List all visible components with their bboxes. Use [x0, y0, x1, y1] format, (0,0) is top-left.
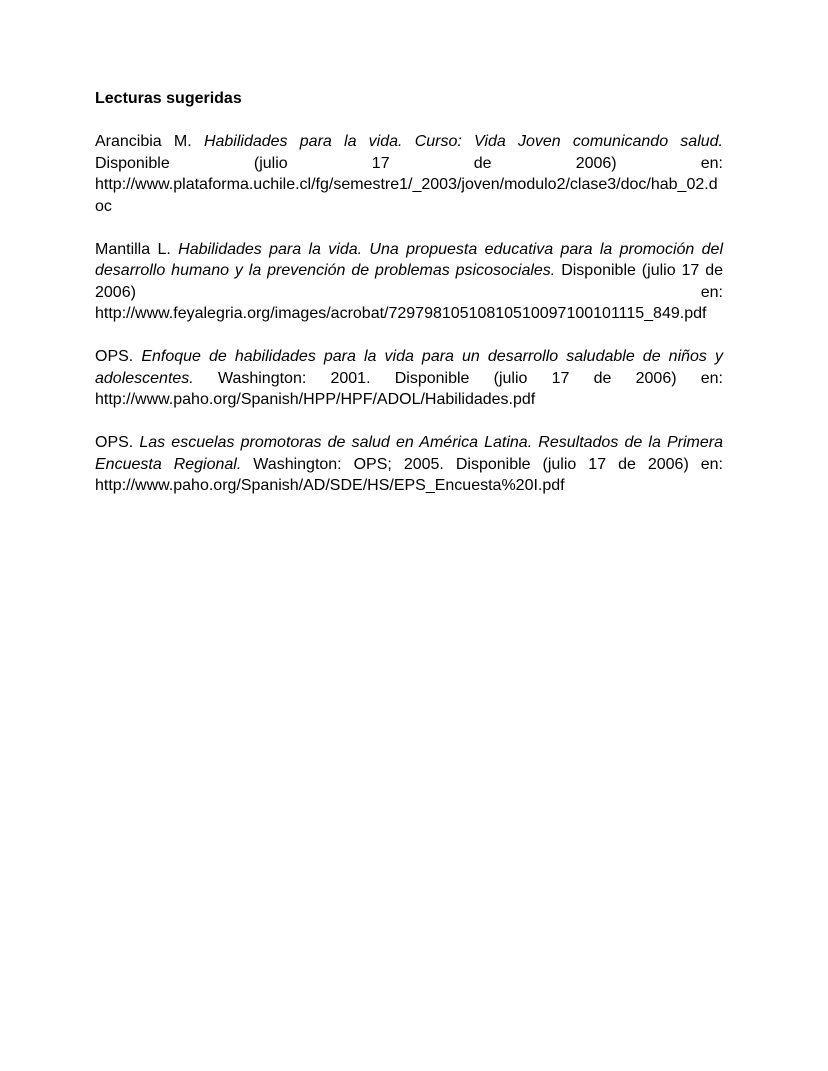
- reference-title: Habilidades para la vida. Curso: Vida Joven comunicando salud.: [203, 133, 724, 150]
- reference-entry: [95, 131, 723, 217]
- reference-author: OPS.: [95, 348, 134, 365]
- reference-author: OPS.: [95, 434, 134, 451]
- reference-availability: Disponible (julio 17 de 2006) en:: [95, 262, 724, 301]
- reference-entry: [95, 239, 723, 325]
- reference-entry: [95, 346, 723, 411]
- reference-title: Las escuelas promotoras de salud en América Latina. Resultados de la Primera Encuesta Regional.: [95, 434, 723, 473]
- reference-url: http://www.paho.org/Spanish/HPP/HPF/ADOL/Habilidades.pdf: [95, 391, 536, 408]
- reference-entry: [95, 432, 723, 497]
- reference-title: Enfoque de habilidades para la vida para un desarrollo saludable de niños y adolescentes.: [95, 348, 723, 387]
- reference-availability: Disponible (julio 17 de 2006) en:: [95, 154, 723, 172]
- reference-author: Mantilla L.: [95, 240, 171, 258]
- reference-url: http://www.paho.org/Spanish/AD/SDE/HS/EPS_Encuesta%20I.pdf: [95, 477, 565, 494]
- reference-url: http://www.feyalegria.org/images/acrobat/72979810510810510097100101115_849.pdf: [95, 305, 707, 322]
- reference-title: Habilidades para la vida. Una propuesta educativa para la promoción del desarrollo humano y la prevención de problemas psicosociales.: [95, 240, 724, 279]
- reference-url: http://www.plataforma.uchile.cl/fg/semestre1/_2003/joven/modulo2/clase3/doc/hab_02.doc: [95, 176, 718, 215]
- reference-availability: Washington: 2001. Disponible (julio 17 de 2006) en:: [217, 369, 723, 387]
- document-page-content: [95, 88, 723, 518]
- section-heading: Lecturas sugeridas: [95, 90, 242, 107]
- reference-author: Arancibia M.: [95, 133, 192, 150]
- reference-availability: Washington: OPS; 2005. Disponible (julio 17 de 2006) en:: [253, 455, 723, 473]
